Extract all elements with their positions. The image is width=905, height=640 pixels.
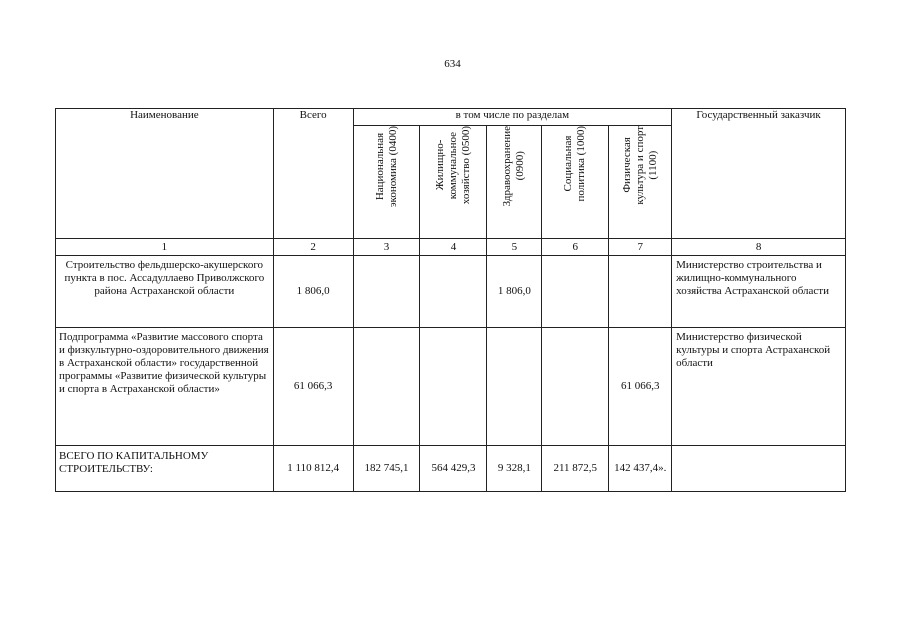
column-number: 3 xyxy=(353,239,420,256)
header-section-0500: Жилищно- коммунальное хозяйство (0500) xyxy=(420,126,487,239)
table-row xyxy=(56,256,846,328)
row-s0900: 1 806,0 xyxy=(487,256,542,328)
row-s0900: 9 328,1 xyxy=(487,446,542,492)
total-row xyxy=(56,446,846,492)
row-customer xyxy=(672,446,846,492)
column-number: 4 xyxy=(420,239,487,256)
column-number: 1 xyxy=(56,239,274,256)
row-s1100: 61 066,3 xyxy=(609,328,672,446)
header-total: Всего xyxy=(273,109,353,239)
row-s0400 xyxy=(353,328,420,446)
column-number: 2 xyxy=(273,239,353,256)
row-total: 1 806,0 xyxy=(273,256,353,328)
row-customer: Министерство строительства и жилищно-коммунального хозяйства Астраханской области xyxy=(672,256,846,328)
row-s0500 xyxy=(420,328,487,446)
header-section-0400: Национальная экономика (0400) xyxy=(353,126,420,239)
row-name: Подпрограмма «Развитие массового спорта и физкультурно-оздоровительного движения в Астраханской области» государственной программы «Развитие физической культуры и спорта в Астраханской области» xyxy=(56,328,274,446)
row-customer: Министерство физической культуры и спорта Астраханской области xyxy=(672,328,846,446)
row-total: 61 066,3 xyxy=(273,328,353,446)
capital-construction-table xyxy=(55,108,846,492)
row-total: 1 110 812,4 xyxy=(273,446,353,492)
row-s0500 xyxy=(420,256,487,328)
row-s0900 xyxy=(487,328,542,446)
row-name: Строительство фельдшерско-акушерского пункта в пос. Ассадуллаево Приволжского района Астраханской области xyxy=(56,256,274,328)
row-s1000 xyxy=(542,256,609,328)
column-number: 5 xyxy=(487,239,542,256)
header-customer: Государственный заказчик xyxy=(672,109,846,239)
page-number: 634 xyxy=(444,58,461,70)
header-section-0900: Здравоохранение (0900) xyxy=(487,126,542,239)
row-s0400: 182 745,1 xyxy=(353,446,420,492)
header-name: Наименование xyxy=(56,109,274,239)
row-s1000: 211 872,5 xyxy=(542,446,609,492)
column-number: 8 xyxy=(672,239,846,256)
header-section-1100: Физическая культура и спорт (1100) xyxy=(609,126,672,239)
row-s0500: 564 429,3 xyxy=(420,446,487,492)
row-name: ВСЕГО ПО КАПИТАЛЬНОМУ СТРОИТЕЛЬСТВУ: xyxy=(56,446,274,492)
row-s1100: 142 437,4». xyxy=(609,446,672,492)
column-number: 6 xyxy=(542,239,609,256)
column-number: 7 xyxy=(609,239,672,256)
row-s0400 xyxy=(353,256,420,328)
header-sections-group: в том числе по разделам xyxy=(353,109,672,126)
header-row-group xyxy=(56,109,846,126)
header-section-1000: Социальная политика (1000) xyxy=(542,126,609,239)
table-row xyxy=(56,328,846,446)
row-s1100 xyxy=(609,256,672,328)
row-s1000 xyxy=(542,328,609,446)
column-numbers-row xyxy=(56,239,846,256)
